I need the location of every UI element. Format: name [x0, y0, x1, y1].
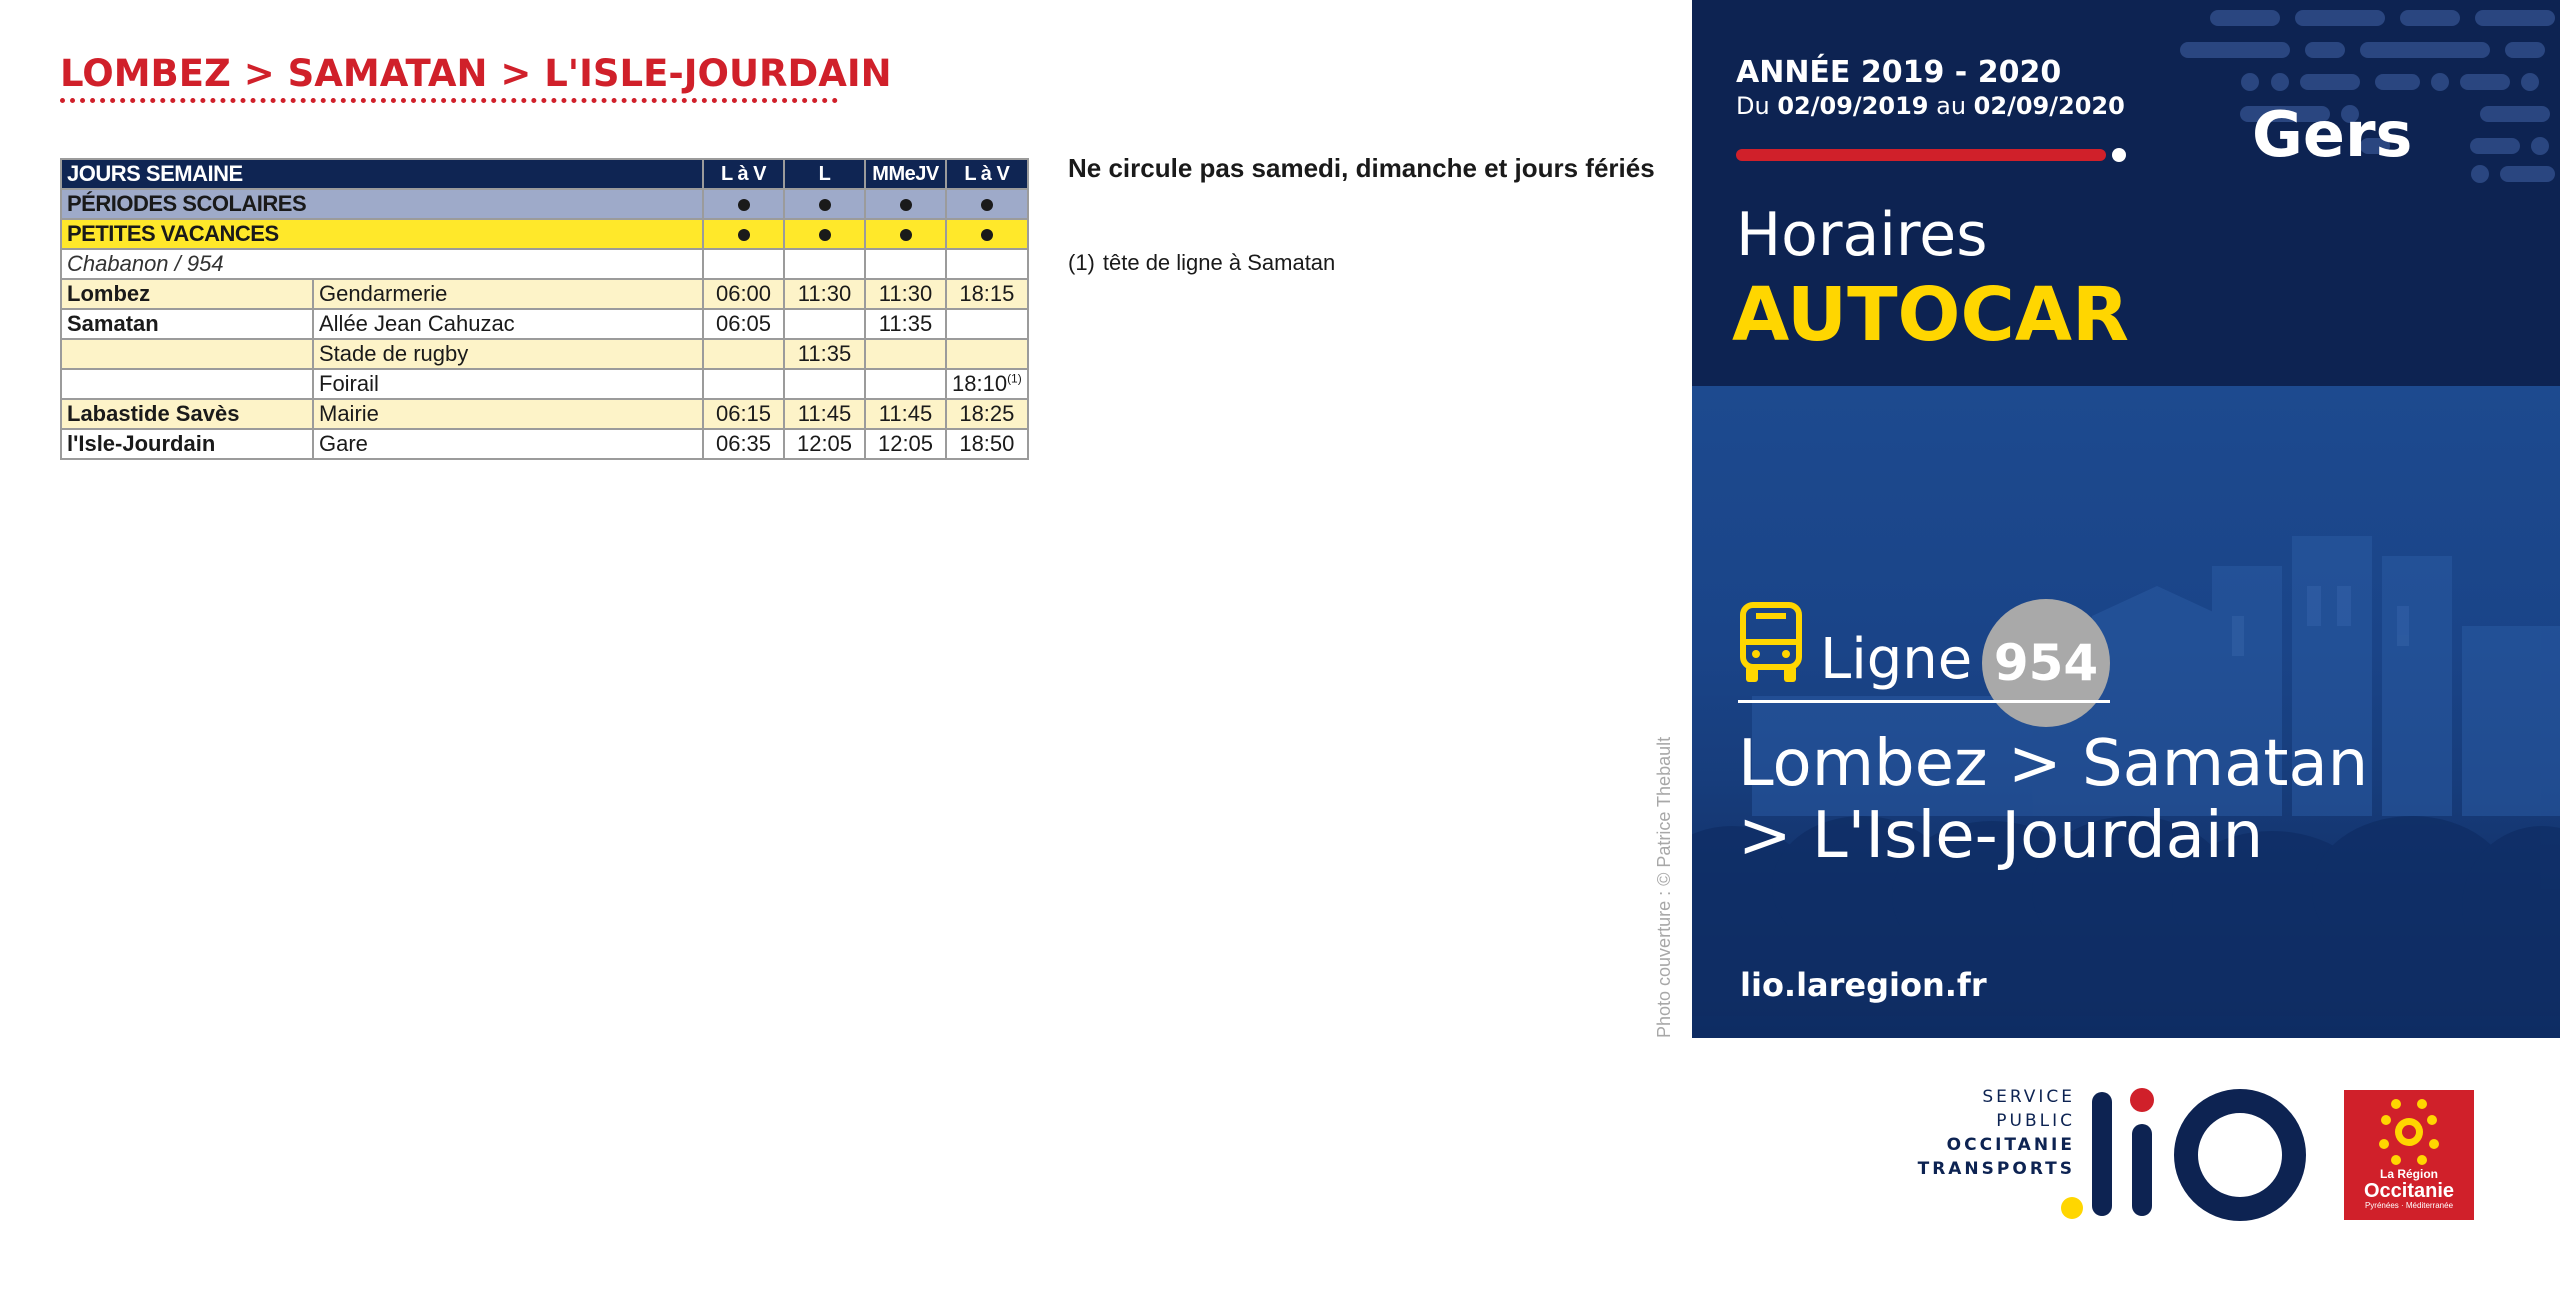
dot-icon [738, 199, 750, 211]
time-cell: 12:05 [865, 429, 946, 459]
time-cell [784, 309, 865, 339]
footnote-text: tête de ligne à Samatan [1102, 250, 1336, 275]
autocar-title: AUTOCAR [1732, 272, 2130, 358]
time-cell: 11:30 [784, 279, 865, 309]
col-header: L [784, 159, 865, 189]
footnote-marker: (1) [1007, 371, 1022, 386]
stop-name: Mairie [313, 399, 703, 429]
white-dot [2112, 148, 2126, 162]
time-cell: 11:30 [865, 279, 946, 309]
title-underline [60, 98, 838, 103]
stop-name: Gendarmerie [313, 279, 703, 309]
line-note: Chabanon / 954 [61, 249, 703, 279]
time-cell: 11:45 [784, 399, 865, 429]
photo-credit: Photo couverture : © Patrice Thebault [1654, 736, 1674, 1038]
region-text-3: Pyrénées · Méditerranée [2364, 1201, 2454, 1210]
cathedral-photo-icon [1692, 386, 2560, 1038]
holiday-label: PETITES VACANCES [61, 219, 703, 249]
dot-icon [738, 229, 750, 241]
time-cell [865, 339, 946, 369]
time-cell: 12:05 [784, 429, 865, 459]
date-range: Du 02/09/2019 au 02/09/2020 [1736, 92, 2125, 120]
time-cell: 11:35 [865, 309, 946, 339]
school-periods-label: PÉRIODES SCOLAIRES [61, 189, 703, 219]
website-link[interactable]: lio.laregion.fr [1740, 966, 1987, 1004]
time-cell: 11:35 [784, 339, 865, 369]
time-cell: 18:25 [946, 399, 1028, 429]
stop-city: Samatan [61, 309, 313, 339]
stop-name: Gare [313, 429, 703, 459]
timetable-header-row [61, 159, 1028, 189]
year-title: ANNÉE 2019 - 2020 [1736, 55, 2062, 90]
table-row [61, 339, 1028, 369]
time-cell: 18:15 [946, 279, 1028, 309]
dot-icon [900, 229, 912, 241]
time-cell: 06:15 [703, 399, 784, 429]
col-header: L à V [946, 159, 1028, 189]
line-note-row [61, 249, 1028, 279]
time-cell [946, 339, 1028, 369]
stop-city: Lombez [61, 279, 313, 309]
col-header: MMeJV [865, 159, 946, 189]
region-text-2: Occitanie [2363, 1180, 2455, 1202]
table-row [61, 369, 1028, 399]
stop-city: Labastide Savès [61, 399, 313, 429]
footnote-number: (1) [1068, 250, 1095, 275]
cover-photo [1692, 386, 2560, 1038]
cover-route-line1: Lombez > Samatan [1738, 727, 2369, 801]
table-row [61, 429, 1028, 459]
time-cell [865, 369, 946, 399]
table-row [61, 279, 1028, 309]
stop-city: l'Isle-Jourdain [61, 429, 313, 459]
stop-name: Allée Jean Cahuzac [313, 309, 703, 339]
stop-name: Stade de rugby [313, 339, 703, 369]
lio-logo-icon [2050, 1084, 2312, 1224]
ligne-label: Ligne [1820, 627, 1973, 692]
holiday-row [61, 219, 1028, 249]
horaires-title: Horaires [1736, 200, 1988, 270]
time-value: 18:10 [952, 371, 1008, 396]
table-row [61, 399, 1028, 429]
stop-city [61, 339, 313, 369]
stop-city [61, 369, 313, 399]
time-cell [703, 339, 784, 369]
table-row [61, 309, 1028, 339]
school-periods-row [61, 189, 1028, 219]
dot-icon [981, 199, 993, 211]
days-label: JOURS SEMAINE [61, 159, 703, 189]
time-cell [946, 369, 1028, 399]
route-title: LOMBEZ > SAMATAN > L'ISLE-JOURDAIN [60, 52, 892, 95]
col-header: L à V [703, 159, 784, 189]
line-number: 954 [1993, 634, 2099, 692]
time-cell: 06:05 [703, 309, 784, 339]
cover-route [1738, 728, 2368, 872]
time-cell: 11:45 [865, 399, 946, 429]
time-cell: 06:00 [703, 279, 784, 309]
stop-name: Foirail [313, 369, 703, 399]
date-end: 02/09/2020 [1973, 92, 2125, 120]
ligne-underline [1738, 700, 2110, 703]
dot-icon [819, 229, 831, 241]
region-text-1: La Région [2379, 1167, 2438, 1181]
time-cell: 18:50 [946, 429, 1028, 459]
bus-icon [1738, 600, 1804, 686]
time-cell: 06:35 [703, 429, 784, 459]
red-accent-bar [1736, 149, 2106, 161]
dot-icon [819, 199, 831, 211]
service-public-text: SERVICE PUBLIC OCCITANIE TRANSPORTS [1917, 1087, 2075, 1179]
date-start: 02/09/2019 [1777, 92, 1929, 120]
cover-panel [1692, 0, 2560, 1038]
time-cell [784, 369, 865, 399]
cover-route-line2: > L'Isle-Jourdain [1738, 799, 2264, 873]
department-name: Gers [2252, 98, 2413, 171]
region-occitanie-logo [2344, 1090, 2474, 1220]
dot-icon [981, 229, 993, 241]
time-cell [703, 369, 784, 399]
dot-icon [900, 199, 912, 211]
timetable [60, 158, 1029, 460]
footnote [1068, 250, 1335, 276]
time-cell [946, 309, 1028, 339]
service-note: Ne circule pas samedi, dimanche et jours fériés [1068, 153, 1655, 183]
